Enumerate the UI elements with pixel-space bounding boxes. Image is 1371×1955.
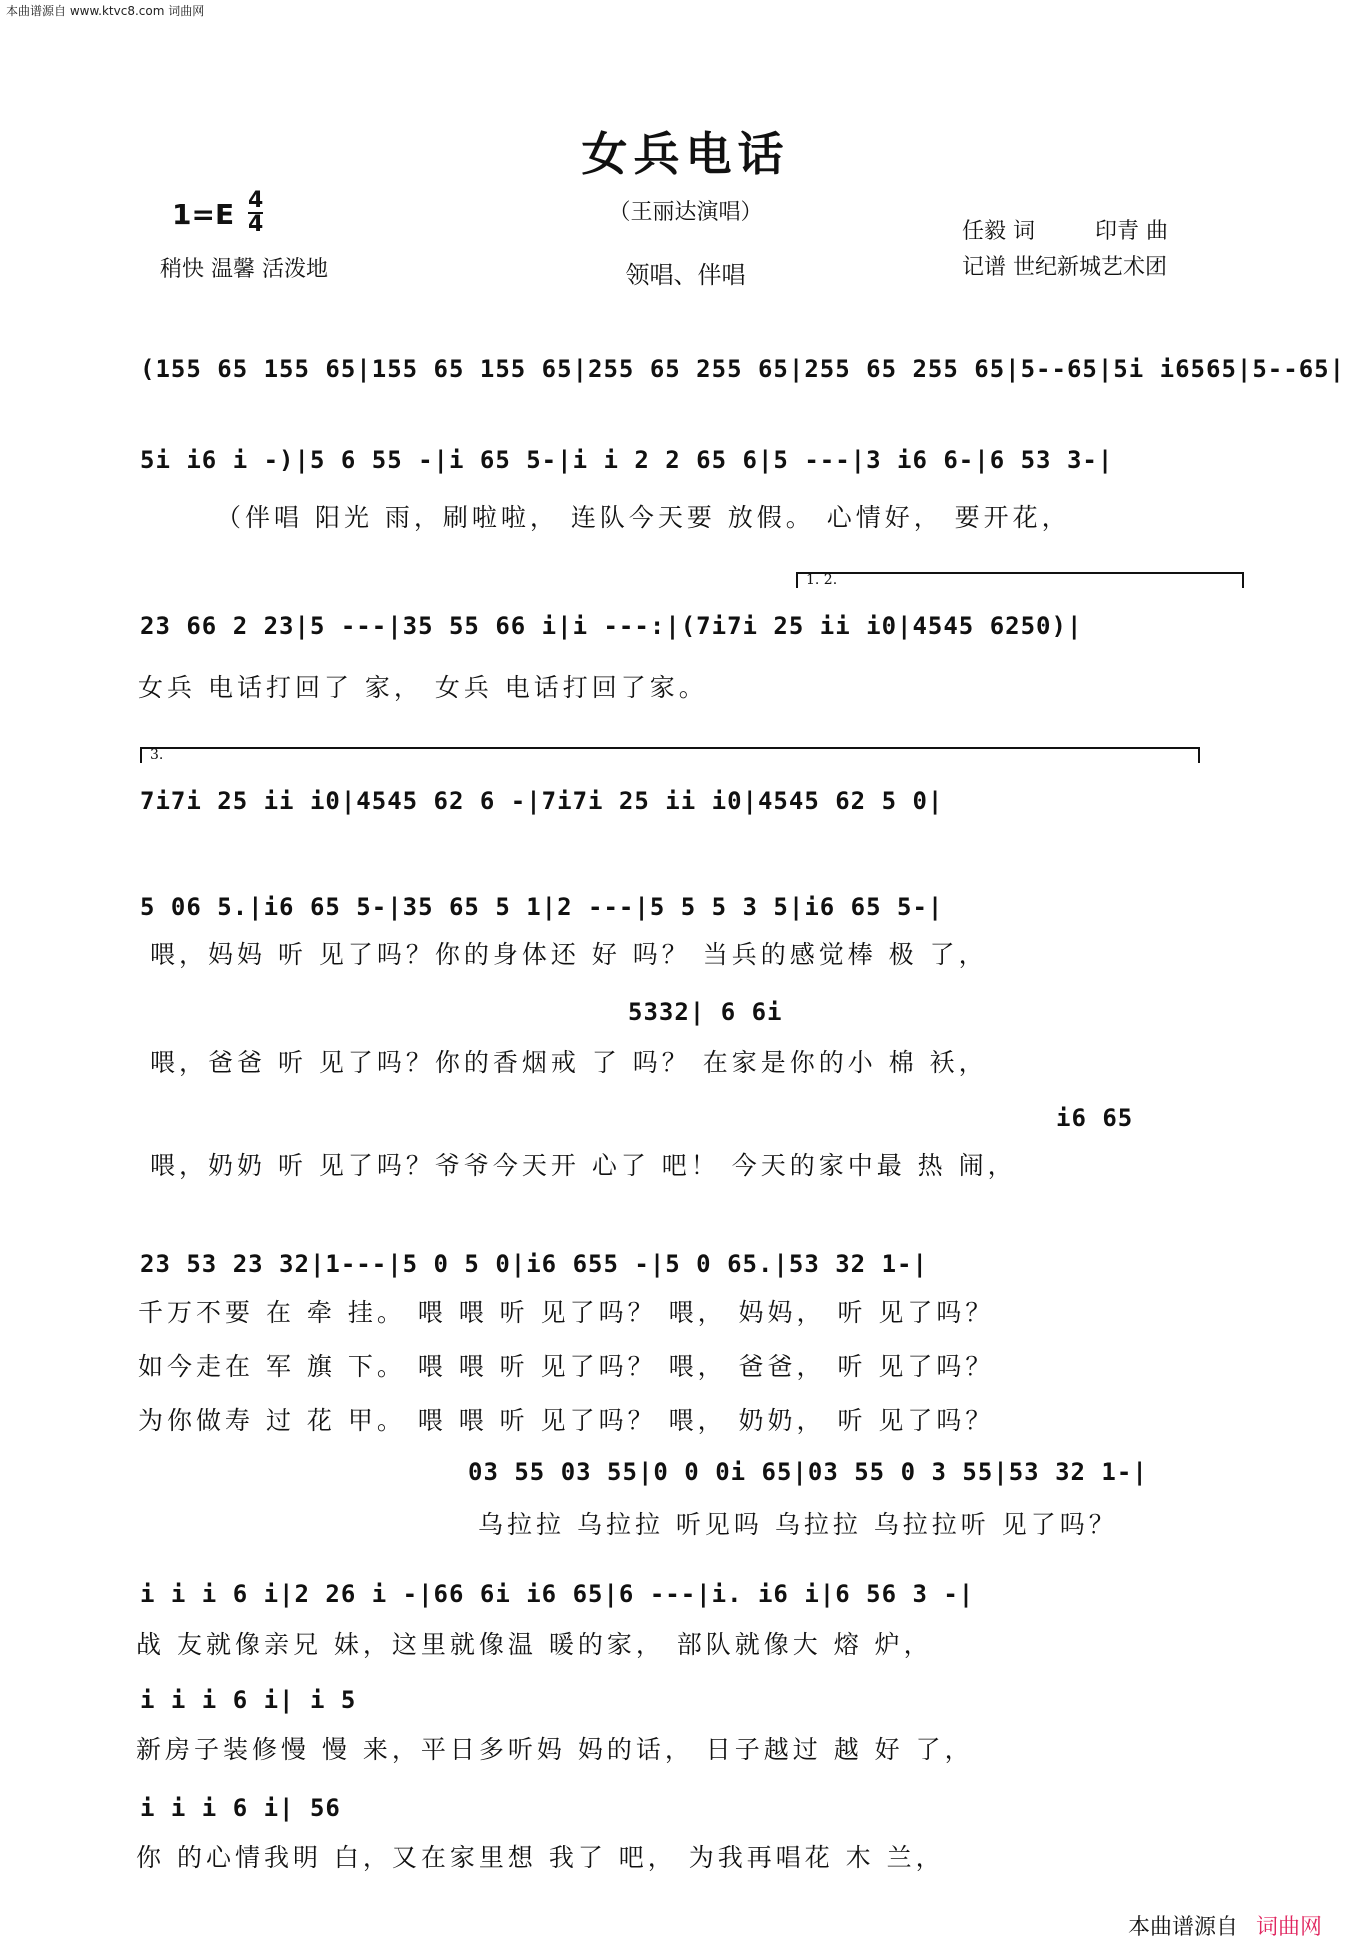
tempo-marking: 稍快 温馨 活泼地 <box>160 257 328 282</box>
score-line: 5i i6 i -)|5 6 55 -|i 65 5-|i i 2 2 65 6|5 ---|3 i6 6-|6 53 3-| <box>140 446 1114 474</box>
lyric-line: 喂，妈妈 听 见了吗？你的身体还 好 吗？ 当兵的感觉棒 极 了， <box>150 940 988 969</box>
lyric-line: 喂，奶奶 听 见了吗？爷爷今天开 心了 吧！ 今天的家中最 热 闹， <box>150 1151 1017 1180</box>
top-source-note: 本曲谱源自 www.ktvc8.com 词曲网 <box>6 4 205 18</box>
credit-lyrics-music <box>962 214 1168 245</box>
score-line: i i i 6 i| i 5 <box>140 1686 357 1714</box>
lyricist: 任毅 词 <box>962 219 1035 244</box>
footer-site-name: 词曲网 <box>1256 1915 1323 1940</box>
lyric-line: 战 友就像亲兄 妹，这里就像温 暖的家， 部队就像大 熔 炉， <box>136 1630 933 1659</box>
lyric-line: 你 的心情我明 白，又在家里想 我了 吧， 为我再唱花 木 兰， <box>136 1843 945 1872</box>
song-title: 女兵电话 <box>581 127 790 181</box>
key-signature: 1=E <box>172 198 235 231</box>
lyric-line: 如今走在 军 旗 下。 喂 喂 听 见了吗？ 喂， 爸爸， 听 见了吗？ <box>138 1352 995 1381</box>
time-signature <box>248 190 263 236</box>
score-line: (155 65 155 65|155 65 155 65|255 65 255 65|255 65 255 65|5--65|5i i6565|5--65| <box>140 355 1346 383</box>
score-line: 23 66 2 23|5 ---|35 55 66 i|i ---:|(7i7i 25 ii i0|4545 6250)| <box>140 612 1083 640</box>
footer-source-text: 本曲谱源自 <box>1128 1915 1239 1940</box>
volta-label-3: 3. <box>150 747 164 763</box>
song-subtitle: （王丽达演唱） <box>608 200 763 225</box>
score-line: 5 06 5.|i6 65 5-|35 65 5 1|2 ---|5 5 5 3 5|i6 65 5-| <box>140 893 944 921</box>
lyric-line: 女兵 电话打回了 家， 女兵 电话打回了家。 <box>138 673 708 702</box>
lyric-line: 千万不要 在 牵 挂。 喂 喂 听 见了吗？ 喂， 妈妈， 听 见了吗？ <box>138 1298 995 1327</box>
score-line: 5332| 6 6i <box>628 998 783 1026</box>
time-signature-bottom: 4 <box>248 212 264 237</box>
performance-mode: 领唱、伴唱 <box>625 261 746 289</box>
lyric-line: 新房子装修慢 慢 来，平日多听妈 妈的话， 日子越过 越 好 了， <box>136 1735 974 1764</box>
lyric-line: 喂，爸爸 听 见了吗？你的香烟戒 了 吗？ 在家是你的小 棉 袄， <box>150 1048 988 1077</box>
time-signature-top: 4 <box>248 188 264 213</box>
footer-source <box>1128 1910 1322 1941</box>
score-line: 23 53 23 32|1---|5 0 5 0|i6 655 -|5 0 65.|53 32 1-| <box>140 1250 928 1278</box>
transcriber: 记谱 世纪新城艺术团 <box>962 255 1167 280</box>
lyric-line: 为你做寿 过 花 甲。 喂 喂 听 见了吗？ 喂， 奶奶， 听 见了吗？ <box>138 1406 995 1435</box>
volta-bracket-1-2 <box>796 572 1244 588</box>
volta-bracket-3 <box>140 747 1200 763</box>
score-line: i6 65 <box>1056 1104 1134 1132</box>
lyric-line: 乌拉拉 乌拉拉 听见吗 乌拉拉 乌拉拉听 见了吗？ <box>478 1510 1118 1539</box>
score-line: 7i7i 25 ii i0|4545 62 6 -|7i7i 25 ii i0|4545 62 5 0| <box>140 787 944 815</box>
volta-label-1-2: 1. 2. <box>806 572 838 588</box>
composer: 印青 曲 <box>1095 219 1168 244</box>
score-line: i i i 6 i| 56 <box>140 1794 341 1822</box>
score-line: i i i 6 i|2 26 i -|66 6i i6 65|6 ---|i. i6 i|6 56 3 -| <box>140 1580 975 1608</box>
lyric-line: （伴唱 阳光 雨，刷啦啦， 连队今天要 放假。 心情好， 要开花， <box>216 503 1071 532</box>
score-line: 03 55 03 55|0 0 0i 65|03 55 0 3 55|53 32 1-| <box>468 1458 1148 1486</box>
